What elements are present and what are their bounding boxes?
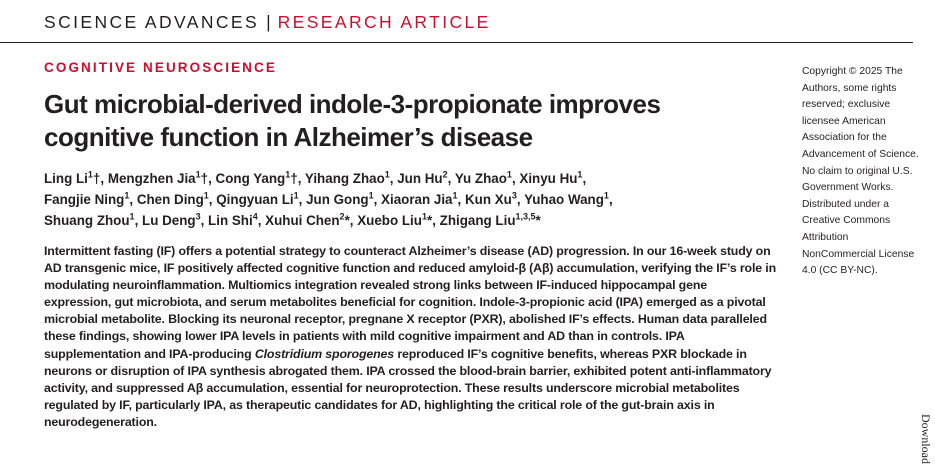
author-entry	[208, 213, 258, 228]
author-name: Fangjie Ning	[44, 192, 125, 207]
author-name: Xinyu Hu	[519, 171, 578, 186]
journal-name: SCIENCE ADVANCES	[44, 12, 260, 32]
abstract-species: Clostridium sporogenes	[254, 346, 395, 361]
author-affiliation: 1	[285, 169, 291, 180]
author-entry	[306, 192, 374, 207]
author-name: Xuhui Chen	[265, 213, 340, 228]
author-affiliation: 1	[124, 190, 130, 201]
author-affiliation: 1	[195, 169, 201, 180]
author-affiliation: 3	[511, 190, 517, 201]
author-mark: *	[344, 213, 350, 228]
author-mark: *	[535, 213, 541, 228]
download-side-label[interactable]: Download	[919, 414, 933, 464]
author-name: Cong Yang	[215, 171, 286, 186]
author-affiliation: 1	[87, 169, 93, 180]
author-name: Yuhao Wang	[524, 192, 604, 207]
author-entry	[524, 192, 609, 207]
abstract-text: Intermittent fasting (IF) offers a potential strategy to counteract Alzheimer’s disease (AD) progression. In our 16-week study on AD transgenic mice, IF positively affected cognitive function and reduced amyloid-β (Aβ) accumulation, verifying the IF’s role in modulating neuroinflammation. Multiomics integration revealed strong links between IF-induced hippocampal gene expression, gut microbiota, and serum metabolites beneficial for cognition. Indole-3-propionic acid (IPA) emerged as a pivotal microbial metabolite. Blocking its neuronal receptor, pregnane X receptor (PXR), abolished IF’s effects. Human data paralleled these findings, showing lower IPA levels in patients with mild cognitive impairment and AD than in controls. IPA supplementation and IPA-producing	[44, 244, 777, 361]
author-name: Yu Zhao	[454, 171, 507, 186]
author-entry	[265, 213, 350, 228]
journal-header	[44, 10, 491, 34]
author-name: Xuebo Liu	[357, 213, 422, 228]
author-affiliation: 1	[577, 169, 583, 180]
author-entry	[455, 171, 512, 186]
author-entry	[142, 213, 201, 228]
copyright-notice: Copyright © 2025 The Authors, some rights reserved; exclusive licensee American Association for the Advancement of Science. No claim to original U.S. Government Works. Distributed under a Creative Commons Attribution NonCommercial License 4.0 (CC BY-NC).	[802, 66, 919, 277]
author-name: Kun Xu	[464, 192, 512, 207]
author-entry	[397, 171, 447, 186]
author-entry	[381, 192, 457, 207]
author-mark: †	[92, 171, 101, 186]
article-type: RESEARCH ARTICLE	[277, 12, 491, 32]
author-mark: *	[426, 213, 433, 228]
author-name: Qingyuan Li	[216, 192, 294, 207]
author-entry	[44, 171, 100, 186]
author-affiliation: 1	[384, 169, 390, 180]
author-name: Lu Deng	[142, 213, 196, 228]
author-affiliation: 2	[442, 169, 448, 180]
header-divider	[0, 42, 913, 43]
author-entry	[137, 192, 209, 207]
author-affiliation: 3	[195, 211, 201, 222]
abstract	[44, 243, 777, 431]
author-name: Jun Gong	[306, 192, 369, 207]
author-affiliation: 1	[421, 211, 427, 222]
author-entry	[44, 192, 129, 207]
author-affiliation: 1	[129, 211, 135, 222]
author-list: Ling Li$^1$†, Mengzhen Jia$^1$†, Cong Yang$^1$†, Yihang Zhao$^1$, Jun Hu$^2$, Yu Zhao$^1$, Xinyu Hu$^1$, Fangjie Ning$^1$, Chen Ding$^1$, Qingyuan Li$^1$, Jun Gong$^1$, Xiaoran Jia$^1$, Kun Xu$^3$, Yuhao Wang$^1$, Shuang Zhou$^1$, Lu Deng$^3$, Lin Shi$^4$, Xuhui Chen$^2$*, Xuebo Liu$^1$*, Zhigang Liu$^{1,3,5}$*	[44, 169, 613, 228]
author-affiliation: 1	[203, 190, 209, 201]
author-entry	[216, 192, 298, 207]
author-affiliation: 1	[506, 169, 512, 180]
author-entry	[519, 171, 582, 186]
article-title: Gut microbial-derived indole-3-propionate improves cognitive function in Alzheimer’s disease	[44, 89, 661, 152]
author-entry	[440, 213, 541, 228]
author-mark: †	[200, 171, 209, 186]
author-name: Lin Shi	[208, 213, 253, 228]
author-affiliation: 4	[252, 211, 258, 222]
author-affiliation: 1,3,5	[515, 211, 536, 222]
author-entry	[357, 213, 432, 228]
category-label: COGNITIVE NEUROSCIENCE	[44, 60, 277, 75]
author-name: Jun Hu	[397, 171, 443, 186]
abstract-text-continued: reproduced IF’s cognitive benefits, whereas PXR blockade in neurons or disruption of IPA synthesis abrogated them. IPA crossed the blood-brain barrier, exhibited potent anti-inflammatory activity, and suppressed Aβ accumulation, essential for neuroprotection. These results underscore microbial metabolites regulated by IF, particularly IPA, as therapeutic candidates for AD, highlighting the critical role of the gut-brain axis in neurodegeneration.	[44, 346, 772, 429]
author-entry	[465, 192, 517, 207]
author-entry	[305, 171, 390, 186]
author-name: Mengzhen Jia	[107, 171, 196, 186]
author-affiliation: 1	[368, 190, 374, 201]
author-affiliation: 1	[603, 190, 609, 201]
author-mark: †	[290, 171, 298, 186]
author-name: Chen Ding	[136, 192, 204, 207]
author-entry	[216, 171, 298, 186]
author-name: Ling Li	[44, 171, 88, 186]
author-affiliation: 1	[293, 190, 299, 201]
author-entry	[44, 213, 135, 228]
author-affiliation: 2	[339, 211, 345, 222]
author-name: Xiaoran Jia	[381, 192, 453, 207]
author-name: Yihang Zhao	[304, 171, 385, 186]
author-entry	[108, 171, 208, 186]
author-name: Shuang Zhou	[44, 213, 130, 228]
header-separator: |	[266, 12, 271, 32]
author-name: Zhigang Liu	[439, 213, 516, 228]
author-affiliation: 1	[452, 190, 458, 201]
